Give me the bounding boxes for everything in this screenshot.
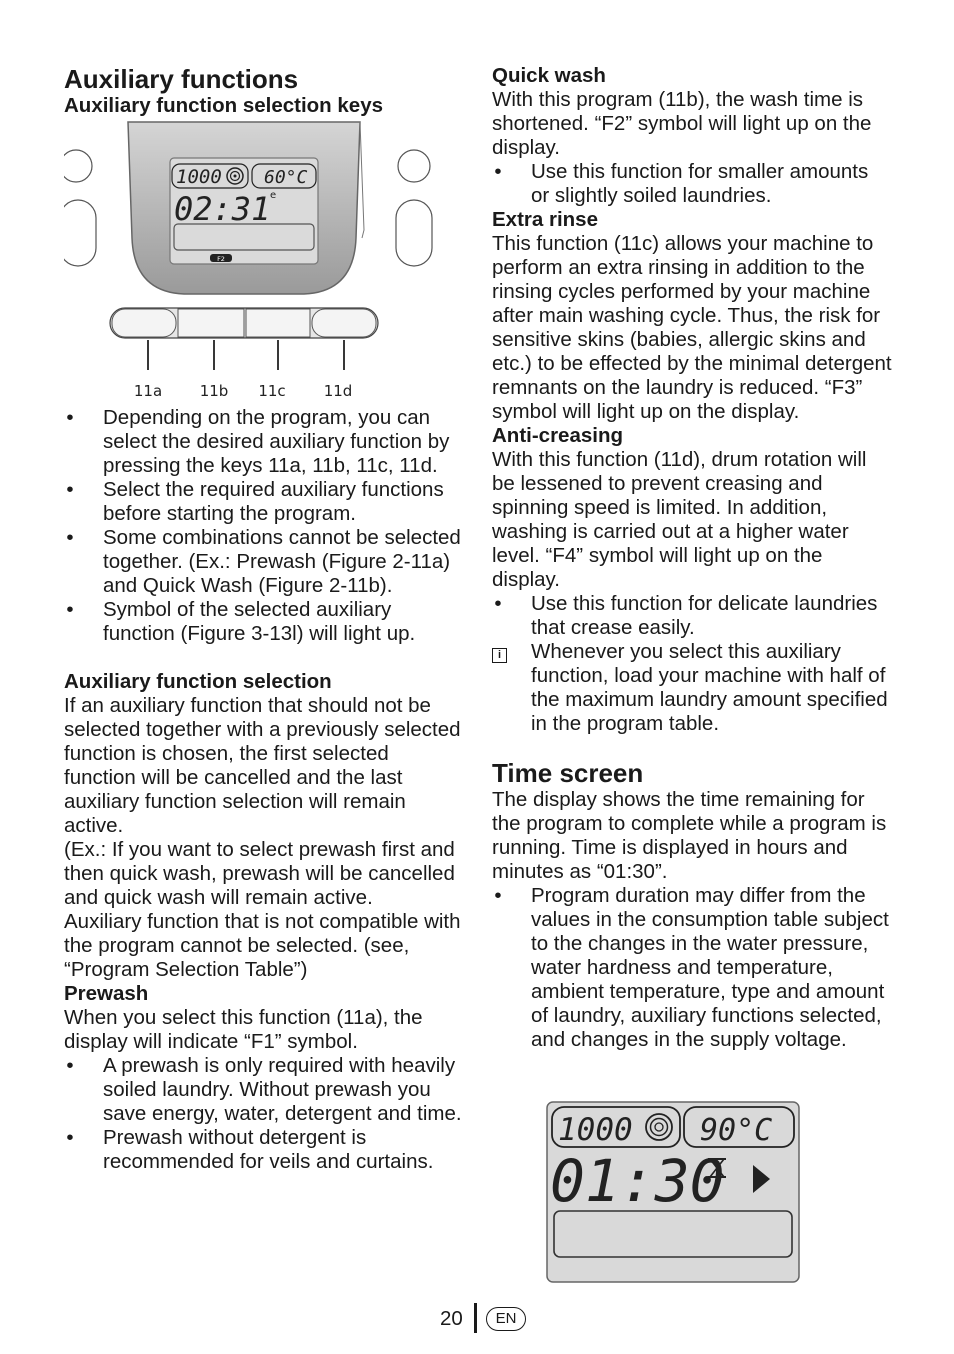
heading-quick-wash: Quick wash [492, 64, 606, 87]
heading-auxiliary-function-selection: Auxiliary function selection [64, 670, 332, 693]
lcd-time: 01:30 [550, 1147, 725, 1215]
lcd-time: 02:31 [174, 190, 271, 228]
key-label-11d: 11d [323, 382, 353, 400]
footer-divider [474, 1303, 477, 1333]
key-11a[interactable] [112, 309, 176, 337]
control-panel-figure [64, 118, 462, 406]
time-screen-bullets [492, 884, 892, 1052]
section-title-time-screen: Time screen [492, 758, 644, 788]
time-display-figure [546, 1101, 802, 1285]
key-label-11a: 11a [133, 382, 163, 400]
list-item: • A prewash is only required with heavily soiled laundry. Without prewash you save energy, water, detergent and time. [66, 1054, 462, 1125]
lcd-flag-text: F2 [217, 255, 225, 263]
subtitle-selection-keys: Auxiliary function selection keys [64, 94, 383, 117]
key-label-11c: 11c [258, 382, 286, 400]
selection-paragraph-3: Auxiliary function that is not compatible with the program cannot be selected. (see, “Program Selection Table”) [64, 910, 461, 981]
quick-wash-paragraph: With this program (11b), the wash time is shortened. “F2” symbol will light up on the display. [492, 88, 872, 159]
key-11d[interactable] [312, 309, 376, 337]
list-item: • Select the required auxiliary functions before starting the program. [66, 478, 444, 525]
list-item: • Program duration may differ from the values in the consumption table subject to the changes in the water pressure, water hardness and temperature, ambient temperature, type and amount of laundry, auxiliary functions selected, and changes in the supply voltage. [494, 884, 889, 1051]
heading-anti-creasing: Anti-creasing [492, 424, 623, 447]
right-column [492, 64, 892, 1052]
heading-extra-rinse: Extra rinse [492, 208, 598, 231]
info-icon: i [492, 648, 507, 663]
list-item: • Symbol of the selected auxiliary function (Figure 3-13l) will light up. [66, 598, 416, 645]
language-badge: EN [486, 1307, 526, 1331]
extra-rinse-paragraph: This function (11c) allows your machine to perform an extra rinsing in addition to the rinsing cycles performed by your machine after main washing cycle. Thus, the risk for sensitive skins (babies, allergic skins and etc.) to be effected by the minimal detergent remnants on the laundry is reduced. “F3” symbol will light up on the display. [492, 232, 892, 423]
heading-prewash: Prewash [64, 982, 149, 1005]
anti-creasing-bullets [492, 592, 892, 736]
selection-keys-bullets [64, 406, 462, 646]
prewash-bullets [64, 1054, 462, 1174]
page-number: 20 [440, 1307, 463, 1330]
key-11c[interactable] [246, 309, 310, 337]
quick-wash-bullets [492, 160, 892, 208]
lcd-temp: 60°C [264, 167, 308, 188]
list-item: • Depending on the program, you can select the desired auxiliary function by pressing the keys 11a, 11b, 11c, 11d. [66, 406, 450, 477]
info-note: i Whenever you select this auxiliary function, load your machine with half of the maximum laundry amount specified in the program table. [492, 640, 892, 736]
anti-creasing-paragraph: With this function (11d), drum rotation will be lessened to prevent creasing and spinning speed is limited. In addition, washing is carried out at a higher water level. “F4” symbol will light up on the display. [492, 448, 867, 591]
list-item: • Prewash without detergent is recommended for veils and curtains. [66, 1126, 434, 1173]
side-button-bottom-right [396, 200, 432, 266]
selection-paragraph-2: (Ex.: If you want to select prewash first and then quick wash, prewash will be cancelled and quick wash will remain active. [64, 838, 455, 909]
prewash-paragraph: When you select this function (11a), the display will indicate “F1” symbol. [64, 1006, 423, 1053]
selection-paragraph-1: If an auxiliary function that should not be selected together with a previously selected function is chosen, the first selected function will be cancelled and the last auxiliary function selection will remain active. [64, 694, 461, 837]
lcd-speed: 1000 [176, 166, 222, 188]
side-button-bottom-left [64, 200, 96, 266]
list-item: • Use this function for smaller amounts or slightly soiled laundries. [494, 160, 869, 207]
key-11b[interactable] [178, 309, 244, 337]
left-column [64, 64, 462, 1174]
lcd-small-indicator: e [270, 190, 277, 201]
time-screen-paragraph: The display shows the time remaining for the program to complete while a program is running. Time is displayed in hours and minutes as “01:30”. [492, 788, 887, 883]
list-item: • Use this function for delicate laundries that crease easily. [494, 592, 878, 639]
key-label-11b: 11b [199, 382, 229, 400]
side-button-top-left [64, 150, 92, 182]
list-item: • Some combinations cannot be selected together. (Ex.: Prewash (Figure 2-11a) and Quick Wash (Figure 2-11b). [66, 526, 461, 597]
page-footer [0, 1303, 954, 1335]
section-title-auxiliary-functions: Auxiliary functions [64, 64, 299, 94]
lcd-speed: 1000 [558, 1112, 633, 1148]
side-button-top-right [398, 150, 430, 182]
lcd-temp: 90°C [700, 1113, 773, 1148]
